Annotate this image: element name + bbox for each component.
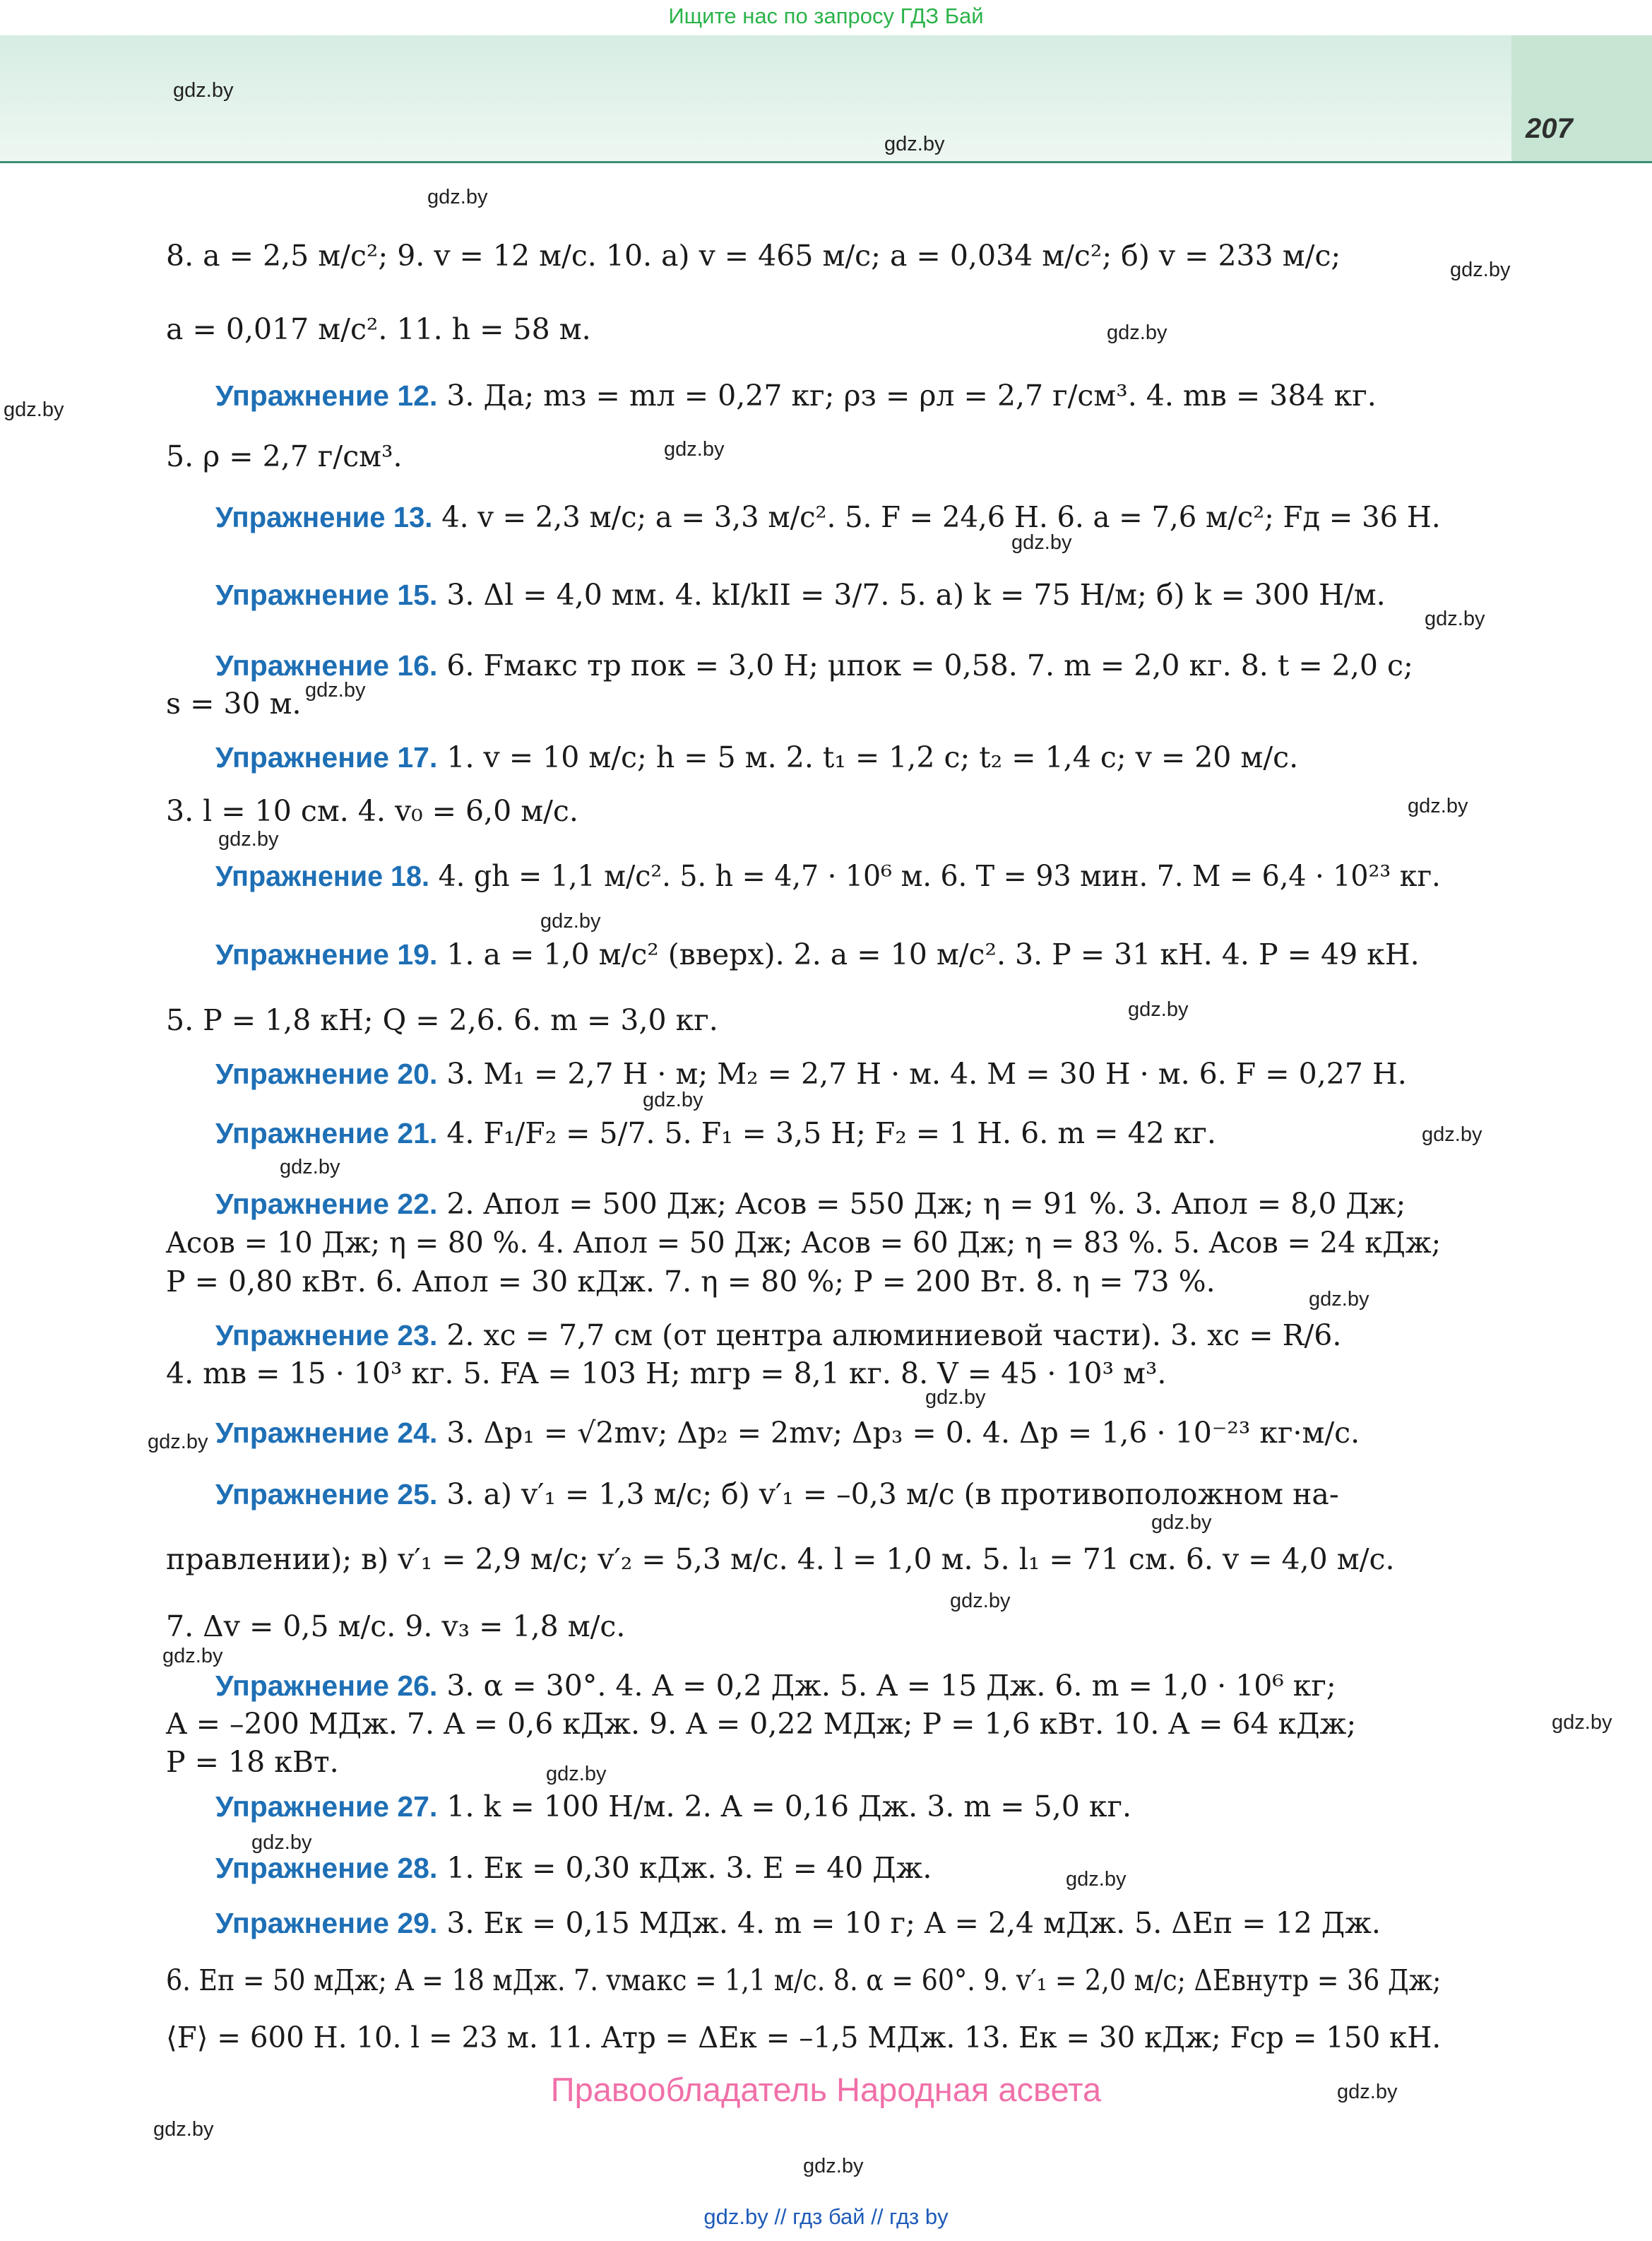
exercise-label: Упражнение 24. bbox=[215, 1417, 438, 1449]
answer-line: A = –200 МДж. 7. A = 0,6 кДж. 9. A = 0,22 МДж; P = 1,6 кВт. 10. A = 64 кДж; bbox=[166, 1707, 1357, 1741]
watermark: gdz.by bbox=[305, 679, 366, 702]
exercise-label: Упражнение 20. bbox=[215, 1058, 438, 1090]
answer-line: 5. ρ = 2,7 г/см³. bbox=[166, 439, 403, 473]
exercise-label: Упражнение 15. bbox=[215, 579, 438, 611]
exercise-label: Упражнение 21. bbox=[215, 1117, 438, 1149]
answer-line: 5. P = 1,8 кН; Q = 2,6. 6. m = 3,0 кг. bbox=[166, 1003, 718, 1037]
answer-line: Упражнение 27. 1. k = 100 Н/м. 2. A = 0,16 Дж. 3. m = 5,0 кг. bbox=[215, 1790, 1132, 1823]
answer-line: P = 18 кВт. bbox=[166, 1745, 339, 1779]
exercise-label: Упражнение 27. bbox=[215, 1790, 438, 1823]
watermark: gdz.by bbox=[546, 1763, 607, 1785]
watermark: gdz.by bbox=[1552, 1711, 1612, 1734]
answer-line: Упражнение 29. 3. Eк = 0,15 МДж. 4. m = 10 г; A = 2,4 мДж. 5. ΔEп = 12 Дж. bbox=[215, 1906, 1381, 1940]
watermark: gdz.by bbox=[803, 2155, 864, 2177]
watermark: gdz.by bbox=[664, 438, 725, 461]
watermark: gdz.by bbox=[162, 1645, 223, 1667]
watermark: gdz.by bbox=[1422, 1123, 1482, 1146]
watermark: gdz.by bbox=[4, 398, 64, 421]
exercise-label: Упражнение 28. bbox=[215, 1852, 438, 1884]
watermark: gdz.by bbox=[1425, 608, 1485, 630]
watermark: gdz.by bbox=[540, 910, 601, 933]
answer-line: Упражнение 22. 2. Aпол = 500 Дж; Aсов = 550 Дж; η = 91 %. 3. Aпол = 8,0 Дж; bbox=[215, 1187, 1406, 1221]
answer-line: 4. mв = 15 · 10³ кг. 5. FA = 103 Н; mгр = 8,1 кг. 8. V = 45 · 10³ м³. bbox=[166, 1356, 1167, 1390]
page-number: 207 bbox=[1526, 113, 1573, 144]
answer-line: Упражнение 20. 3. M₁ = 2,7 Н · м; M₂ = 2,7 Н · м. 4. M = 30 Н · м. 6. F = 0,27 Н. bbox=[215, 1057, 1407, 1091]
exercise-label: Упражнение 16. bbox=[215, 649, 438, 682]
exercise-label: Упражнение 19. bbox=[215, 938, 438, 971]
watermark: gdz.by bbox=[1107, 321, 1167, 344]
exercise-label: Упражнение 17. bbox=[215, 741, 438, 774]
watermark: gdz.by bbox=[1337, 2081, 1398, 2103]
watermark: gdz.by bbox=[280, 1156, 340, 1178]
top-banner: Ищите нас по запросу ГДЗ Бай bbox=[0, 0, 1652, 35]
exercise-label: Упражнение 29. bbox=[215, 1907, 438, 1939]
header-rule bbox=[0, 161, 1652, 163]
watermark: gdz.by bbox=[1011, 531, 1072, 554]
answer-line: Упражнение 17. 1. v = 10 м/с; h = 5 м. 2. t₁ = 1,2 с; t₂ = 1,4 с; v = 20 м/с. bbox=[215, 740, 1299, 774]
answer-line: Упражнение 26. 3. α = 30°. 4. A = 0,2 Дж. 5. A = 15 Дж. 6. m = 1,0 · 10⁶ кг; bbox=[215, 1669, 1336, 1703]
watermark: gdz.by bbox=[173, 79, 234, 102]
answer-line: ⟨F⟩ = 600 Н. 10. l = 23 м. 11. Aтр = ΔEк = –1,5 МДж. 13. Eк = 30 кДж; Fср = 150 кН. bbox=[166, 2021, 1442, 2054]
answer-line: Упражнение 21. 4. F₁/F₂ = 5/7. 5. F₁ = 3,5 Н; F₂ = 1 Н. 6. m = 42 кг. bbox=[215, 1116, 1216, 1150]
watermark: gdz.by bbox=[251, 1831, 312, 1854]
watermark: gdz.by bbox=[1151, 1511, 1212, 1534]
watermark: gdz.by bbox=[1450, 259, 1511, 281]
answer-line: Упражнение 19. 1. a = 1,0 м/с² (вверх). 2. a = 10 м/с². 3. P = 31 кН. 4. P = 49 кН. bbox=[215, 938, 1420, 971]
answer-line: P = 0,80 кВт. 6. Aпол = 30 кДж. 7. η = 80 %; P = 200 Вт. 8. η = 73 %. bbox=[166, 1265, 1216, 1299]
answer-line: 8. a = 2,5 м/с²; 9. v = 12 м/с. 10. а) v = 465 м/с; a = 0,034 м/с²; б) v = 233 м/с; bbox=[166, 239, 1341, 273]
answer-line: 3. l = 10 см. 4. v₀ = 6,0 м/с. bbox=[166, 794, 578, 828]
answer-line: Упражнение 23. 2. xc = 7,7 см (от центра алюминиевой части). 3. xc = R/6. bbox=[215, 1318, 1342, 1352]
watermark: gdz.by bbox=[925, 1386, 986, 1409]
answer-line: Упражнение 13. 4. v = 2,3 м/с; a = 3,3 м/с². 5. F = 24,6 Н. 6. a = 7,6 м/с²; Fд = 36 Н. bbox=[215, 500, 1441, 534]
answer-line: Упражнение 24. 3. Δp₁ = √2mv; Δp₂ = 2mv; Δp₃ = 0. 4. Δp = 1,6 · 10⁻²³ кг·м/с. bbox=[215, 1416, 1360, 1450]
exercise-label: Упражнение 26. bbox=[215, 1669, 438, 1702]
watermark: gdz.by bbox=[884, 133, 945, 155]
answer-line: Упражнение 28. 1. Eк = 0,30 кДж. 3. E = 40 Дж. bbox=[215, 1851, 932, 1885]
watermark: gdz.by bbox=[1128, 998, 1189, 1021]
answer-line: Упражнение 12. 3. Да; mз = mл = 0,27 кг; ρз = ρл = 2,7 г/см³. 4. mв = 384 кг. bbox=[215, 379, 1377, 413]
watermark: gdz.by bbox=[1408, 795, 1468, 817]
watermark: gdz.by bbox=[218, 828, 279, 851]
exercise-label: Упражнение 25. bbox=[215, 1478, 438, 1510]
answer-line: s = 30 м. bbox=[166, 687, 302, 721]
answer-line: a = 0,017 м/с². 11. h = 58 м. bbox=[166, 312, 591, 346]
answer-line: Aсов = 10 Дж; η = 80 %. 4. Aпол = 50 Дж; Aсов = 60 Дж; η = 83 %. 5. Aсов = 24 кДж; bbox=[166, 1226, 1442, 1260]
answer-line: Упражнение 18. 4. gh = 1,1 м/с². 5. h = 4,7 · 10⁶ м. 6. T = 93 мин. 7. M = 6,4 · 10²³ кг. bbox=[215, 859, 1441, 893]
watermark: gdz.by bbox=[950, 1590, 1011, 1612]
watermark: gdz.by bbox=[153, 2118, 214, 2141]
exercise-label: Упражнение 22. bbox=[215, 1188, 438, 1220]
answer-line: Упражнение 25. 3. а) v′₁ = 1,3 м/с; б) v′₁ = –0,3 м/с (в противоположном на- bbox=[215, 1477, 1339, 1511]
answer-line: 7. Δv = 0,5 м/с. 9. v₃ = 1,8 м/с. bbox=[166, 1609, 626, 1643]
answer-line: Упражнение 15. 3. Δl = 4,0 мм. 4. kI/kII = 3/7. 5. а) k = 75 Н/м; б) k = 300 Н/м. bbox=[215, 578, 1386, 612]
watermark: gdz.by bbox=[643, 1089, 703, 1111]
watermark: gdz.by bbox=[1066, 1868, 1127, 1891]
answer-line: Упражнение 16. 6. Fмакс тр пок = 3,0 Н; μпок = 0,58. 7. m = 2,0 кг. 8. t = 2,0 с; bbox=[215, 649, 1413, 682]
exercise-label: Упражнение 18. bbox=[215, 860, 430, 892]
watermark: gdz.by bbox=[427, 186, 488, 208]
exercise-label: Упражнение 23. bbox=[215, 1319, 438, 1352]
watermark: gdz.by bbox=[1309, 1288, 1369, 1311]
exercise-label: Упражнение 13. bbox=[215, 501, 433, 533]
bottom-links[interactable]: gdz.by // гдз бай // гдз by bbox=[703, 2204, 949, 2229]
copyright-notice: Правообладатель Народная асвета bbox=[550, 2071, 1102, 2108]
exercise-label: Упражнение 12. bbox=[215, 379, 438, 412]
watermark: gdz.by bbox=[148, 1431, 208, 1453]
answer-line: правлении); в) v′₁ = 2,9 м/с; v′₂ = 5,3 м/с. 4. l = 1,0 м. 5. l₁ = 71 см. 6. v = 4,0 м/с. bbox=[166, 1542, 1395, 1576]
answer-line: 6. Eп = 50 мДж; A = 18 мДж. 7. vмакс = 1,1 м/с. 8. α = 60°. 9. v′₁ = 2,0 м/с; ΔEвнутр = 36 Дж; bbox=[166, 1963, 1442, 1997]
